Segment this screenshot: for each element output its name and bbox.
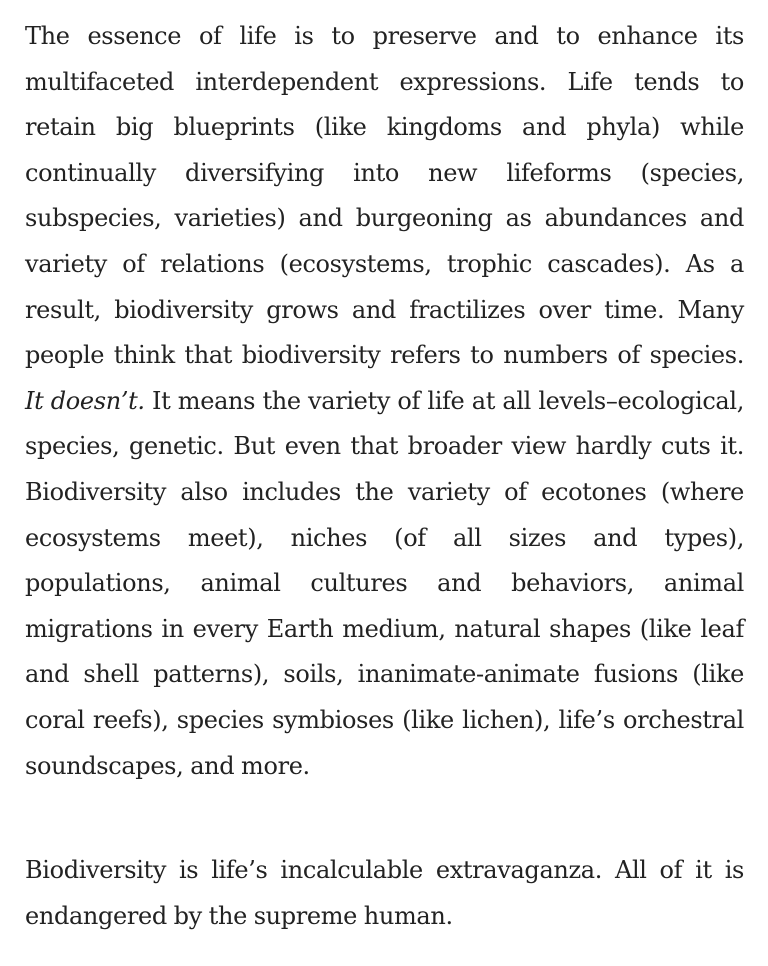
paragraph-conclusion: Biodiversity is life’s incalculable extravaganza. All of it is endangered by the supreme human. — [25, 856, 744, 930]
emphasized-text: It doesn’t. — [25, 386, 145, 415]
paragraph-text-intro: The essence of life is to preserve and to enhance its multifaceted interdependent expressions. Life tends to retain big blueprints (like kingdoms and phyla) while continually diversifying into new lifeforms (species, subspecies, varieties) and burgeoning as abundances and variety of relations (ecosystems, trophic cascades). As a result, biodiversity grows and fractilizes over time. Many people think that biodiversity refers to numbers of species. — [25, 22, 744, 370]
paragraph-biodiversity-definition — [25, 14, 744, 789]
document-body — [25, 14, 744, 939]
paragraph-text-continuation: It means the variety of life at all levels–ecological, species, genetic. But even that broader view hardly cuts it. Biodiversity also includes the variety of ecotones (where ecosystems meet), niches (of all sizes and types), populations, animal cultures and behaviors, animal migrations in every Earth medium, natural shapes (like leaf and shell patterns), soils, inanimate-animate fusions (like coral reefs), species symbioses (like lichen), life’s orchestral soundscapes, and more. — [25, 386, 744, 780]
